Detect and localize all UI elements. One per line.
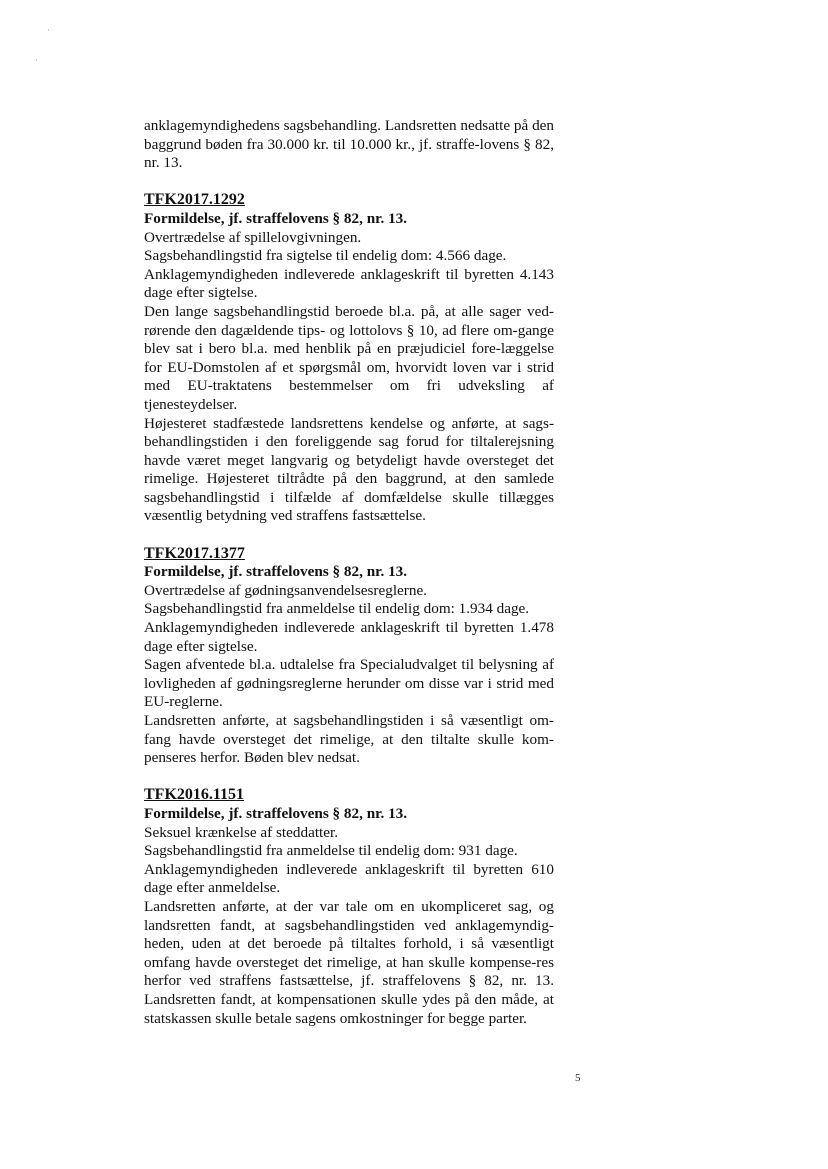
case-reference: TFK2017.1377 — [144, 544, 245, 562]
case-paragraph: Sagsbehandlingstid fra anmeldelse til endelig dom: 931 dage. — [144, 842, 518, 860]
case-heading: Formildelse, jf. straffelovens § 82, nr. 13. — [144, 209, 408, 227]
case-paragraph: Seksuel krænkelse af steddatter. — [144, 823, 339, 841]
case-entry-tfk2017-1377 — [144, 545, 554, 768]
case-entry-tfk2017-1292 — [144, 191, 554, 526]
case-paragraph: Den lange sagsbehandlingstid beroede bl.a. på, at alle sager ved-rørende den dagældende tips- og lottolovs § 10, ad flere om-gange blev sat i bero bl.a. med henblik på en præjudiciel fore-læggelse for EU-Domstolen af et spørgsmål om, hvorvidt loven var i strid med EU-traktatens bestemmelser om fri udveksling af tjenesteydelser. — [144, 302, 554, 413]
case-paragraph: Sagsbehandlingstid fra sigtelse til endelig dom: 4.566 dage. — [144, 247, 507, 265]
case-heading: Formildelse, jf. straffelovens § 82, nr. 13. — [144, 563, 408, 581]
scan-speck: · — [47, 25, 50, 35]
case-paragraph: Landsretten anførte, at der var tale om en ukompliceret sag, og landsretten fandt, at sagsbehandlingstiden ved anklagemyndig-heden, uden at det beroede på tiltaltes forhold, i så væsentligt omfang havde oversteget det rimelige, at han skulle kompense-res herfor ved straffens fastsættelse, jf. straffelovens § 82, nr. 13. Landsretten fandt, at kompensationen skulle ydes på den måde, at statskassen skulle betale sagens omkostninger for begge parter. — [144, 897, 554, 1027]
case-heading: Formildelse, jf. straffelovens § 82, nr. 13. — [144, 804, 408, 822]
case-paragraph: Overtrædelse af spillelovgivningen. — [144, 228, 362, 246]
case-paragraph: Sagsbehandlingstid fra anmeldelse til endelig dom: 1.934 dage. — [144, 600, 530, 618]
case-reference: TFK2016.1151 — [144, 786, 245, 804]
case-reference: TFK2017.1292 — [144, 191, 245, 209]
case-paragraph: Anklagemyndigheden indleverede anklageskrift til byretten 4.143 dage efter sigtelse. — [144, 265, 554, 302]
case-paragraph: Anklagemyndigheden indleverede anklageskrift til byretten 1.478 dage efter sigtelse. — [144, 619, 554, 655]
scan-speck: · — [35, 55, 38, 65]
intro-paragraph: anklagemyndighedens sagsbehandling. Landsretten nedsatte på den baggrund bøden fra 30.000 kr. til 10.000 kr., jf. straffe-lovens § 82, nr. 13. — [144, 117, 554, 172]
case-paragraph: Anklagemyndigheden indleverede anklageskrift til byretten 610 dage efter anmeldelse. — [144, 860, 554, 897]
page-body — [144, 117, 554, 1028]
case-paragraph: Højesteret stadfæstede landsrettens kendelse og anførte, at sags-behandlingstiden i den foreliggende sag forud for tiltalerejsning havde været meget langvarig og betydeligt havde oversteget det rimelige. Højesteret tiltrådte på den baggrund, at den samlede sagsbehandlingstid i tilfælde af domfældelse skulle tillægges væsentlig betydning ved straffens fastsættelse. — [144, 414, 554, 525]
case-paragraph: Sagen afventede bl.a. udtalelse fra Specialudvalget til belysning af lovligheden af gødningsreglerne herunder om disse var i strid med EU-reglerne. — [144, 656, 554, 711]
case-paragraph: Overtrædelse af gødningsanvendelsesreglerne. — [144, 581, 427, 599]
page-number: 5 — [575, 1072, 581, 1084]
case-paragraph: Landsretten anførte, at sagsbehandlingstiden i så væsentligt om-fang havde oversteget det rimelige, at den tiltalte skulle kom-penseres herfor. Bøden blev nedsat. — [144, 712, 554, 767]
case-entry-tfk2016-1151 — [144, 786, 554, 1028]
